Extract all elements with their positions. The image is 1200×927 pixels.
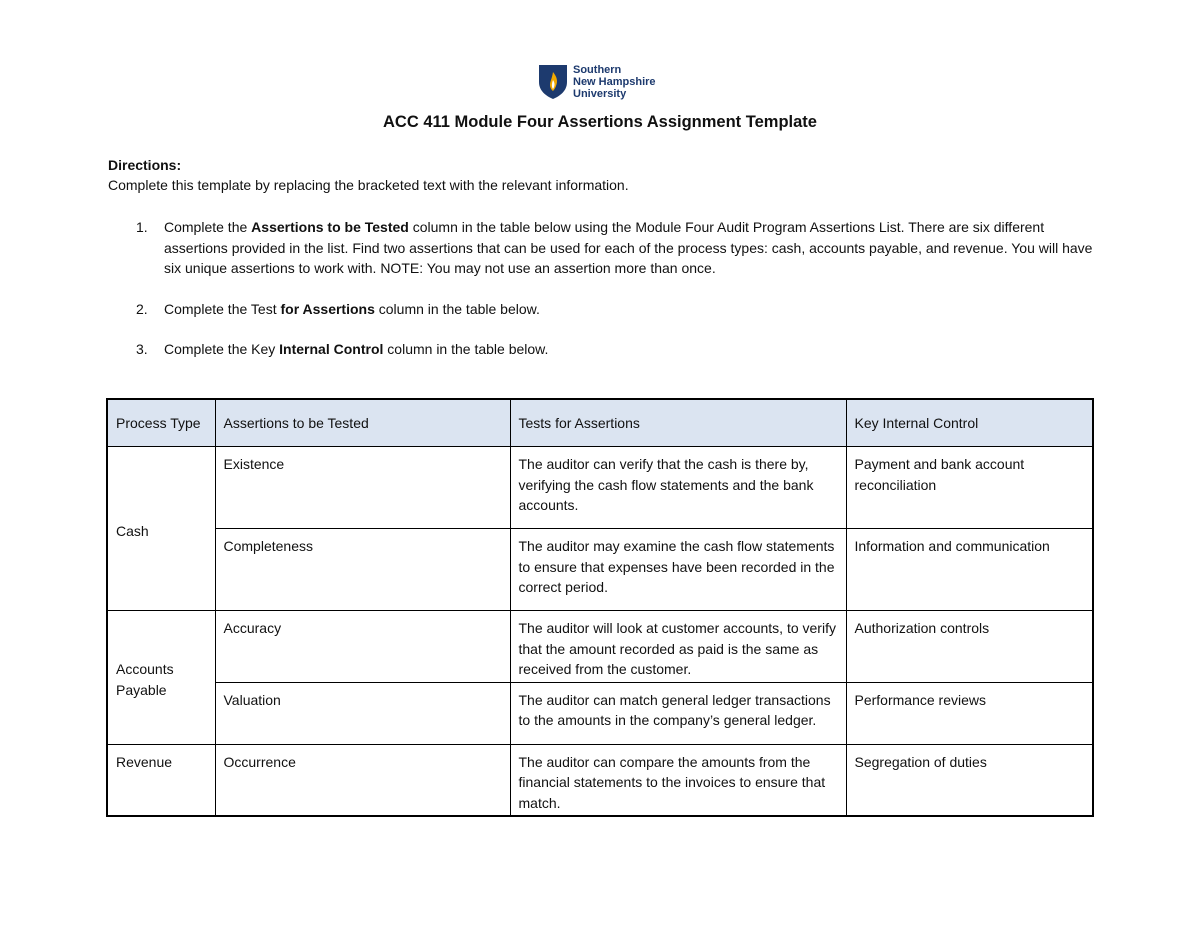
test-cell: The auditor will look at customer accounts, to verify that the amount recorded as paid is the same as received from the customer.: [510, 611, 846, 683]
page-title: ACC 411 Module Four Assertions Assignment Template: [383, 113, 817, 131]
process-type-cell: Cash: [107, 447, 215, 611]
control-cell: Payment and bank account reconciliation: [846, 447, 1093, 529]
control-cell: Authorization controls: [846, 611, 1093, 683]
step-text-post: column in the table below.: [383, 341, 549, 357]
column-header: Process Type: [107, 399, 215, 447]
table-row: [107, 744, 1093, 816]
logo-line-3: University: [573, 88, 627, 100]
step-text-bold: Assertions to be Tested: [251, 219, 409, 235]
table-row: [107, 611, 1093, 683]
test-cell: The auditor can compare the amounts from the financial statements to the invoices to ensure that match.: [510, 744, 846, 816]
logo-wordmark: [573, 64, 656, 100]
table-header-row: [107, 399, 1093, 447]
table-row: [107, 682, 1093, 744]
step-text-pre: Complete the: [164, 219, 252, 235]
assertion-cell: Accuracy: [215, 611, 510, 683]
control-cell: Information and communication: [846, 529, 1093, 611]
logo-line-1: Southern: [573, 64, 622, 76]
shield-flame-icon: [538, 64, 568, 100]
instruction-step: [108, 299, 1093, 320]
instruction-step: [108, 217, 1093, 279]
table-row: [107, 447, 1093, 529]
test-cell: The auditor can verify that the cash is there by, verifying the cash flow statements and the bank accounts.: [510, 447, 846, 529]
control-cell: Segregation of duties: [846, 744, 1093, 816]
step-number: 3.: [136, 341, 148, 357]
logo-line-2: New Hampshire: [573, 76, 656, 88]
instruction-step: [108, 339, 1093, 360]
step-text-post: column in the table below using the Module Four Audit Program Assertions List. There are six different assertions provided in the list. Find two assertions that can be used for each of the process types: cash, accounts payable, and revenue. You will have six unique assertions to work with. NOTE: You may not use an assertion more than once.: [164, 219, 1093, 276]
process-type-cell: Revenue: [107, 744, 215, 816]
assertion-cell: Completeness: [215, 529, 510, 611]
step-text-post: column in the table below.: [374, 300, 540, 317]
step-text-bold: for Assertions: [280, 300, 375, 317]
test-cell: The auditor may examine the cash flow statements to ensure that expenses have been recorded in the correct period.: [510, 529, 846, 611]
step-number: 2.: [136, 300, 148, 317]
directions-text: Complete this template by replacing the bracketed text with the relevant information.: [108, 177, 629, 193]
test-cell: The auditor can match general ledger transactions to the amounts in the company’s general ledger.: [510, 682, 846, 744]
step-text-pre: Complete the Test: [164, 300, 281, 317]
control-cell: Performance reviews: [846, 682, 1093, 744]
step-number: 1.: [136, 219, 148, 235]
directions-label: Directions:: [108, 157, 182, 173]
column-header: Key Internal Control: [846, 399, 1093, 447]
step-text-bold: Internal Control: [279, 341, 384, 357]
column-header: Assertions to be Tested: [215, 399, 510, 447]
assertions-table: [106, 398, 1094, 817]
table-row: [107, 529, 1093, 611]
assertion-cell: Existence: [215, 447, 510, 529]
university-logo: [538, 64, 656, 100]
assertion-cell: Valuation: [215, 682, 510, 744]
process-type-cell: Accounts Payable: [107, 611, 215, 745]
assertion-cell: Occurrence: [215, 744, 510, 816]
column-header: Tests for Assertions: [510, 399, 846, 447]
instruction-steps: [108, 217, 1093, 360]
step-text-pre: Complete the Key: [164, 341, 280, 357]
